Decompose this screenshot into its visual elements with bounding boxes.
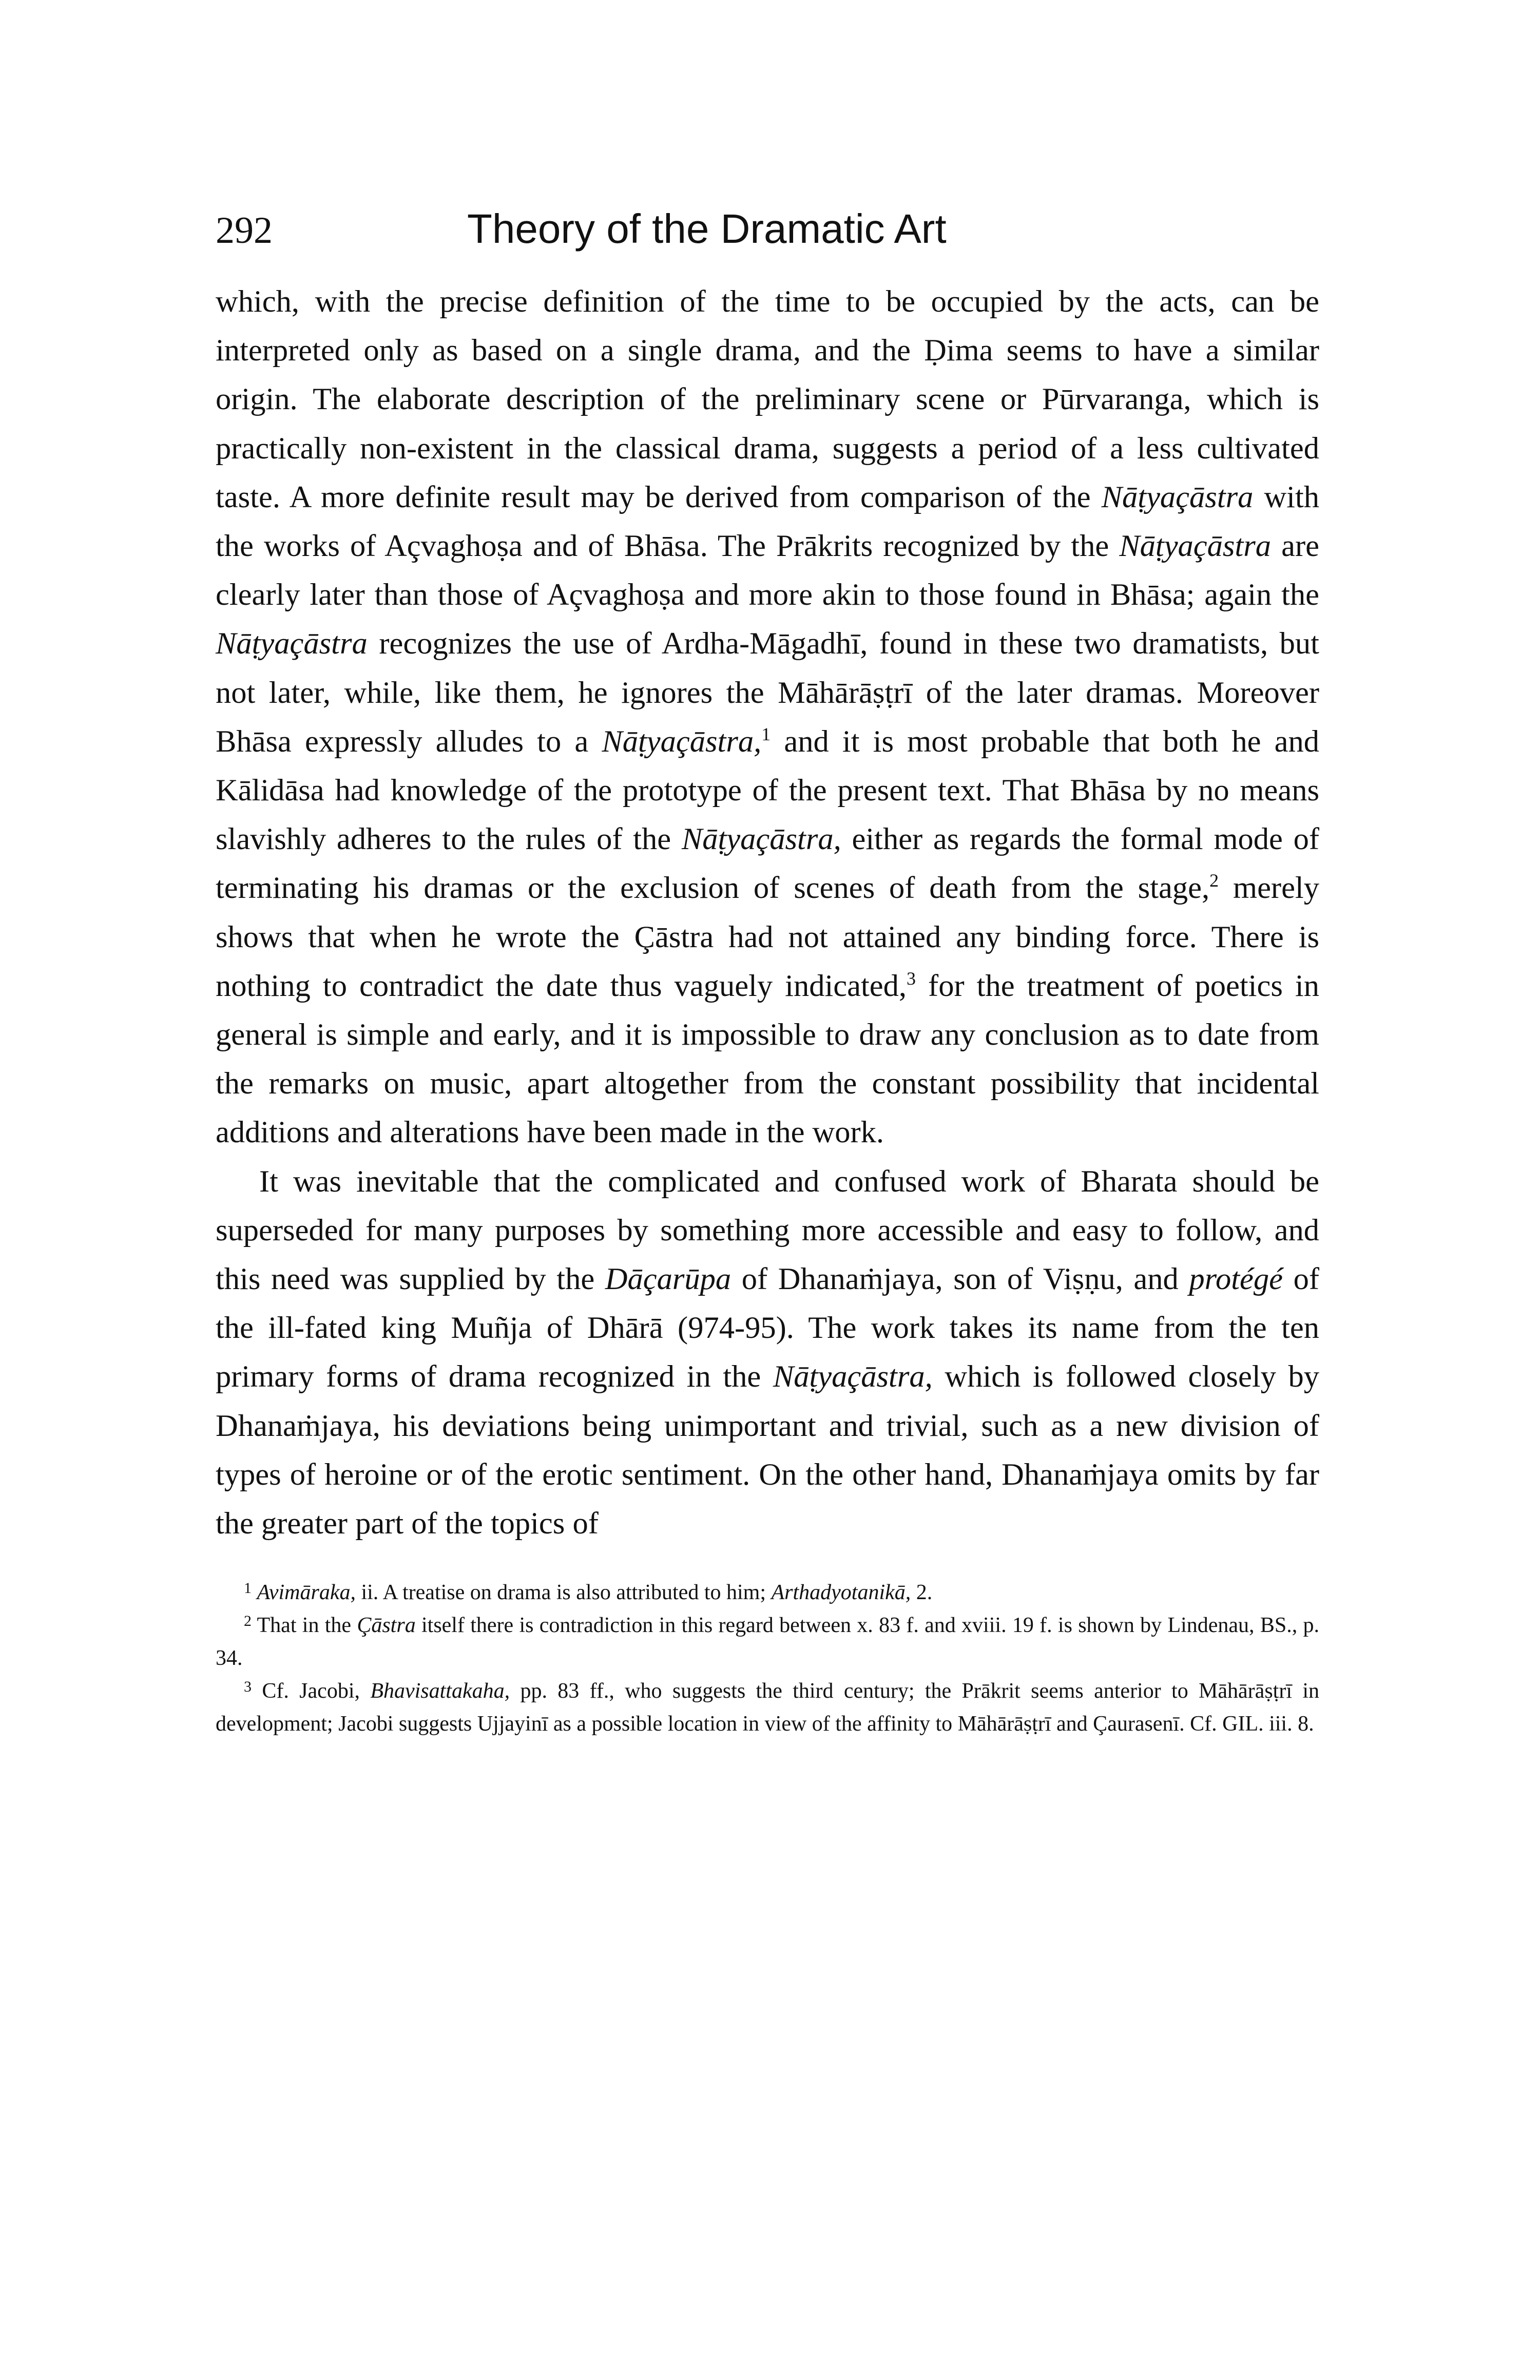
- text-run: and it is most probable that both he and Kālidāsa had knowledge of the prototype of the present text. That Bhāsa by no means slavishly adheres to the rules of the: [216, 724, 1319, 857]
- italic-title: Nāṭyaçāstra: [1101, 479, 1254, 514]
- footnote-ref: 3: [907, 968, 916, 989]
- text-run: of Dhanaṁjaya, son of Viṣṇu, and: [731, 1262, 1189, 1297]
- text-run: It was inevitable that the complicated and confused work of Bharata should be superseded for many purposes by something more accessible and easy to follow, and this need was supplied by the: [216, 1164, 1319, 1297]
- italic-word: protégé: [1189, 1262, 1283, 1297]
- text-run: pp. 83 ff., who suggests the third century; the Prākrit seems anterior to Māhārāṣṭrī in development; Jacobi suggests Ujjayinī as a possible location in view of the affinity to Māhārāṣṭrī and Çaurasenī. Cf. GIL. iii. 8.: [216, 1679, 1319, 1736]
- text-run: Cf. Jacobi,: [262, 1679, 371, 1703]
- page-number: 292: [216, 209, 273, 252]
- italic-title: Nāṭyaçāstra,: [602, 724, 762, 759]
- italic-title: Avimāraka,: [257, 1581, 356, 1605]
- book-page: [216, 205, 1319, 1740]
- paragraph-2: [216, 1157, 1319, 1548]
- footnote-mark: 2: [244, 1613, 252, 1630]
- text-run: for the treatment of poetics in general is simple and early, and it is impossible to draw any conclusion as to date from the remarks on music, apart altogether from the constant possibility that incidental additions and alterations have been made in the work.: [216, 968, 1319, 1150]
- italic-title: Bhavisattakaha,: [370, 1679, 510, 1703]
- text-run: which is followed closely by Dhanaṁjaya, his deviations being unimportant and trivial, such as a new division of types of heroine or of the erotic sentiment. On the other hand, Dhanaṁjaya omits by far the greater part of the topics of: [216, 1359, 1319, 1541]
- footnote-ref: 1: [761, 723, 771, 744]
- text-run: 2.: [911, 1581, 933, 1605]
- text-run: itself there is contradiction in this regard between x. 83 f. and xviii. 19 f. is shown by Lindenau, BS., p. 34.: [216, 1614, 1319, 1671]
- footnote-mark: 3: [244, 1678, 252, 1696]
- text-run: of the ill-fated king Muñja of Dhārā (974-95). The work takes its name from the ten primary forms of drama recognized in the: [216, 1262, 1319, 1394]
- footnote-mark: 1: [244, 1580, 252, 1597]
- italic-title: Dāçarūpa: [605, 1262, 732, 1297]
- text-run: either as regards the formal mode of terminating his dramas or the exclusion of scenes of death from the stage,: [216, 822, 1319, 906]
- text-run: are clearly later than those of Açvaghoṣa and more akin to those found in Bhāsa; again the: [216, 529, 1319, 612]
- italic-title: Çāstra: [357, 1614, 416, 1638]
- text-run: merely shows that when he wrote the Çāstra had not attained any binding force. There is nothing to contradict the date thus vaguely indicated,: [216, 871, 1319, 1003]
- text-run: which, with the precise definition of the time to be occupied by the acts, can be interpreted only as based on a single drama, and the Ḍima seems to have a similar origin. The elaborate description of the preliminary scene or Pūrvaranga, which is practically non-existent in the classical drama, suggests a period of a less cultivated taste. A more definite result may be derived from comparison of the: [216, 284, 1319, 514]
- footnote-ref: 2: [1209, 870, 1219, 891]
- footnote-2: [216, 1609, 1319, 1675]
- italic-title: Nāṭyaçāstra,: [681, 822, 841, 857]
- body-text: [216, 277, 1319, 1548]
- footnote-3: [216, 1675, 1319, 1740]
- page-header: [216, 205, 1319, 262]
- running-title: Theory of the Dramatic Art: [467, 206, 947, 252]
- text-run: with the works of Açvaghoṣa and of Bhāsa. The Prākrits recognized by the: [216, 479, 1320, 564]
- text-run: recognizes the use of Ardha-Māgadhī, found in these two dramatists, but not later, while, like them, he ignores the Māhārāṣṭrī of the later dramas. Moreover Bhāsa expressly alludes to a: [216, 626, 1319, 759]
- italic-title: Nāṭyaçāstra: [1119, 529, 1272, 564]
- italic-title: Arthadyotanikā,: [771, 1581, 911, 1605]
- text-run: That in the: [257, 1614, 357, 1638]
- footnotes: [216, 1576, 1319, 1740]
- paragraph-1: [216, 277, 1319, 1157]
- text-run: ii. A treatise on drama is also attributed to him;: [355, 1581, 772, 1605]
- footnote-1: [216, 1576, 1319, 1609]
- italic-title: Nāṭyaçāstra,: [773, 1359, 933, 1394]
- italic-title: Nāṭyaçāstra: [216, 626, 368, 661]
